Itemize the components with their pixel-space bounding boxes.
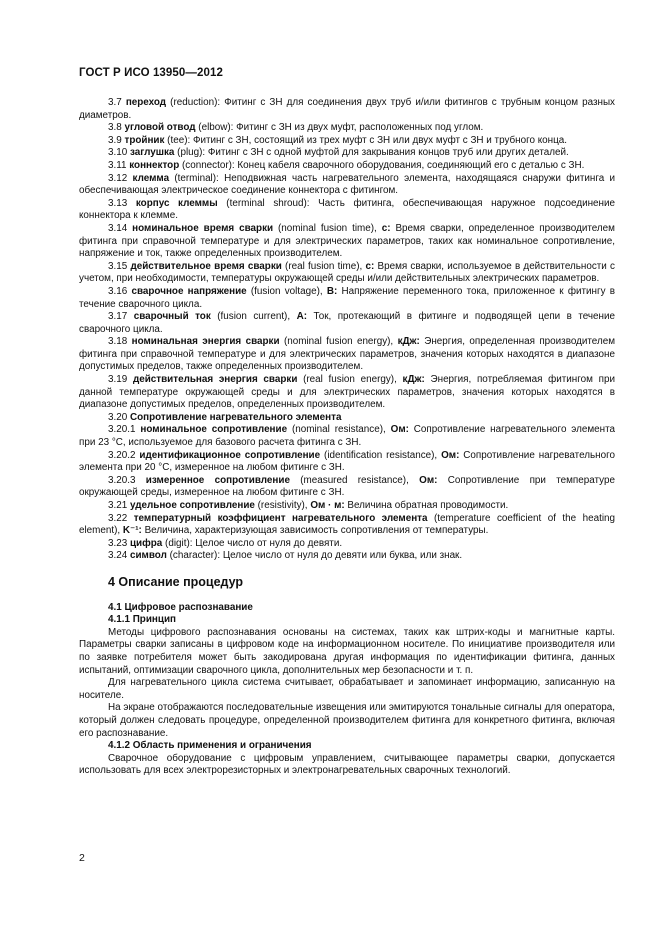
term-english: (elbow): xyxy=(195,122,234,134)
term-number: 3.22 xyxy=(108,512,128,524)
term-entry xyxy=(79,475,615,500)
subsection-title: 4.1.2 Область применения и ограничения xyxy=(108,740,312,752)
term-definition: Целое число от нуля до девяти. xyxy=(192,537,343,549)
term-entry xyxy=(79,147,615,160)
term-unit: Ом: xyxy=(390,424,409,436)
term-english: (fusion voltage), xyxy=(246,285,327,297)
term-definition: Энергия, определенная производителем фитинга при справочной температуре и для электрических параметров, значения которых находятся в диапазоне допустимых пределов, также определенных производителем. xyxy=(79,336,615,373)
term-number: 3.20.1 xyxy=(108,424,136,436)
paragraph: На экране отображаются последовательные извещения или эмитируются тональные сигналы для оператора, который должен следовать процедуре, определенной производителем фитинга для конкретного фитинга, включая его распознавание. xyxy=(79,702,615,739)
term-name: клемма xyxy=(132,172,170,184)
term-definition: Фитинг с ЗН, состоящий из трех муфт с ЗН или двух муфт с ЗН и трубного конца. xyxy=(190,134,567,146)
document-header: ГОСТ Р ИСО 13950—2012 xyxy=(79,67,224,79)
term-name: сварочный ток xyxy=(133,311,211,323)
term-unit: c: xyxy=(381,222,391,234)
term-english: (measured resistance), xyxy=(289,474,420,486)
term-entry xyxy=(79,311,615,336)
term-unit: c: xyxy=(365,260,375,272)
term-number: 3.12 xyxy=(108,172,128,184)
term-entry xyxy=(79,374,615,412)
term-english: (terminal shroud): xyxy=(217,197,310,209)
term-number: 3.15 xyxy=(108,260,128,272)
term-unit: кДж: xyxy=(397,336,420,348)
term-entry xyxy=(79,223,615,261)
term-definition: Ток, протекающий в фитинге и подводящей цепи в течение сварочного цикла. xyxy=(79,311,616,335)
term-definition: Сопротивление при температуре окружающей среды, измеренное на любом фитинге с ЗН. xyxy=(79,474,615,499)
term-name: цифра xyxy=(129,537,163,549)
term-unit: Ом: xyxy=(441,449,460,461)
term-english: (resistivity), xyxy=(254,500,311,511)
term-definition: Неподвижная часть нагревательного элемента, находящаяся снаружи фитинга и обеспечивающая электрическое соединение коннектора с фитингом. xyxy=(79,172,615,197)
term-unit: A: xyxy=(296,311,307,323)
term-number: 3.20.3 xyxy=(108,474,136,486)
term-unit: B: xyxy=(326,285,338,297)
term-name: температурный коэффициент нагревательного элемента xyxy=(133,512,428,524)
term-definition: Время сварки, определенное производителем фитинга при справочной температуре и для электрических параметров, таких как номинальное сопротивление, напряжение и ток, также определенных производителем. xyxy=(79,222,615,260)
term-name: заглушка xyxy=(129,147,175,159)
term-name: действительная энергия сварки xyxy=(132,374,298,386)
term-number: 3.17 xyxy=(108,311,128,323)
term-name: идентификационное сопротивление xyxy=(139,449,321,461)
term-definition: Напряжение переменного тока, приложенное к фитингу в течение сварочного цикла. xyxy=(79,285,616,310)
page-content xyxy=(79,97,615,778)
term-number: 3.9 xyxy=(108,134,122,146)
term-english: (reduction): xyxy=(166,97,221,108)
term-entry xyxy=(79,450,615,475)
term-entry xyxy=(79,97,615,122)
term-entry xyxy=(79,160,615,173)
term-definition: Энергия, потребляемая фитингом при данной температуре окружающей среды и для электрических параметров, значения которых находятся в диапазоне допустимых пределов, определенных производителем. xyxy=(79,374,615,411)
term-entry xyxy=(79,500,615,513)
term-number: 3.19 xyxy=(108,374,128,386)
term-name: номинальное сопротивление xyxy=(140,424,288,436)
term-unit: Ом · м: xyxy=(310,500,345,511)
term-entry xyxy=(79,286,615,311)
term-english: (tee): xyxy=(164,134,191,146)
term-english: (terminal): xyxy=(169,172,219,184)
subsection-title: 4.1.1 Принцип xyxy=(108,614,176,626)
term-definition: Сопротивление нагревательного элемента при 23 °C, используемое для базового расчета фитинга с ЗН. xyxy=(79,424,616,449)
term-number: 3.20 xyxy=(108,411,128,423)
term-definition: Величина, характеризующая зависимость сопротивления от температуры. xyxy=(141,525,489,537)
section-title: 4 Описание процедур xyxy=(108,574,244,589)
paragraph: Сварочное оборудование с цифровым управлением, считывающее параметры сварки, допускается использовать для всех электрорезисторных и электронагревательных сварочных технологий. xyxy=(79,752,615,777)
term-number: 3.13 xyxy=(108,197,128,209)
term-english: (real fusion time), xyxy=(281,260,366,272)
term-entry xyxy=(79,122,615,135)
term-english: (nominal fusion energy), xyxy=(279,336,398,348)
term-definition: Время сварки, используемое в действительности с учетом, при необходимости, температуры окружающей среды и/или действительных электрических параметров. xyxy=(79,260,615,285)
term-name: номинальное время сварки xyxy=(132,222,274,234)
term-name: символ xyxy=(129,550,167,562)
term-entry xyxy=(79,550,615,563)
term-english: (fusion current), xyxy=(210,311,297,323)
term-entry xyxy=(79,538,615,551)
terms-list xyxy=(79,97,615,563)
term-name: тройник xyxy=(124,134,165,146)
term-definition: Фитинг с ЗН из двух муфт, расположенных под углом. xyxy=(233,122,484,134)
term-name: измеренное сопротивление xyxy=(145,474,290,486)
term-entry xyxy=(79,424,615,449)
term-name: угловой отвод xyxy=(124,122,196,134)
term-definition: Фитинг с ЗН для соединения двух труб и/или фитингов с трубным концом разных диаметров. xyxy=(79,97,615,121)
page-number: 2 xyxy=(79,852,85,864)
paragraph: Для нагревательного цикла система считывает, обрабатывает и запоминает информацию, записанную на носителе. xyxy=(79,677,615,701)
term-entry xyxy=(79,198,615,223)
term-number: 3.24 xyxy=(108,550,128,562)
term-name: корпус клеммы xyxy=(135,197,218,209)
term-entry xyxy=(79,336,615,374)
term-number: 3.8 xyxy=(108,122,122,134)
term-english: (connector): xyxy=(179,159,235,171)
term-number: 3.20.2 xyxy=(108,449,136,461)
term-number: 3.11 xyxy=(108,159,127,171)
paragraph: Методы цифрового распознавания основаны на системах, таких как штрих-коды и магнитные карты. Параметры сварки записаны в цифровом коде на информационном носителе. По инициативе производителя или по заявке потребителя может быть закодирована другая информация по идентификации фитинга, данных испытаний, оптимизации сварочного цикла, дополнительных мер безопасности и т. п. xyxy=(79,626,615,676)
term-entry xyxy=(79,135,615,148)
term-english: (real fusion energy), xyxy=(297,374,403,386)
term-name: действительное время сварки xyxy=(130,260,282,272)
term-definition: Целое число от нуля до девяти или буква, или знак. xyxy=(220,550,463,562)
term-unit: кДж: xyxy=(402,374,425,386)
term-english: (digit): xyxy=(162,537,193,549)
term-name: переход xyxy=(125,97,167,108)
subsection-title: 4.1 Цифровое распознавание xyxy=(108,601,253,613)
term-definition: Конец кабеля сварочного оборудования, соединяющий его с деталью с ЗН. xyxy=(234,159,585,171)
term-number: 3.16 xyxy=(108,285,128,297)
term-english: (plug): xyxy=(174,147,206,159)
term-entry xyxy=(79,412,615,425)
term-number: 3.21 xyxy=(108,500,128,511)
term-number: 3.18 xyxy=(108,336,128,348)
term-name: номинальная энергия сварки xyxy=(131,336,280,348)
term-unit: Ом: xyxy=(419,474,438,486)
term-name: коннектор xyxy=(129,159,180,171)
term-english: (temperature coefficient of the heating element), xyxy=(79,512,615,537)
term-unit: K⁻¹: xyxy=(122,525,142,537)
term-name: удельное сопротивление xyxy=(129,500,255,511)
term-name: сварочное напряжение xyxy=(131,285,247,297)
term-english: (nominal resistance), xyxy=(287,424,391,436)
term-definition: Часть фитинга, обеспечивающая наружное подсоединение коннектора к клемме. xyxy=(79,197,616,222)
term-entry xyxy=(79,173,615,198)
term-english: (identification resistance), xyxy=(320,449,442,461)
term-definition: Величина обратная проводимости. xyxy=(344,500,509,511)
term-entry xyxy=(79,261,615,286)
term-definition: Сопротивление нагревательного элемента при 20 °C, измеренное на любом фитинге с ЗН. xyxy=(79,449,615,474)
term-number: 3.10 xyxy=(108,147,128,159)
term-entry xyxy=(79,513,615,538)
term-english: (character): xyxy=(166,550,221,562)
term-name: Сопротивление нагревательного элемента xyxy=(129,411,342,423)
term-definition: Фитинг с ЗН с одной муфтой для закрывания концов труб или других деталей. xyxy=(205,147,569,159)
term-english: (nominal fusion time), xyxy=(273,222,382,234)
term-number: 3.7 xyxy=(108,97,122,108)
term-number: 3.23 xyxy=(108,537,128,549)
term-number: 3.14 xyxy=(108,222,128,234)
